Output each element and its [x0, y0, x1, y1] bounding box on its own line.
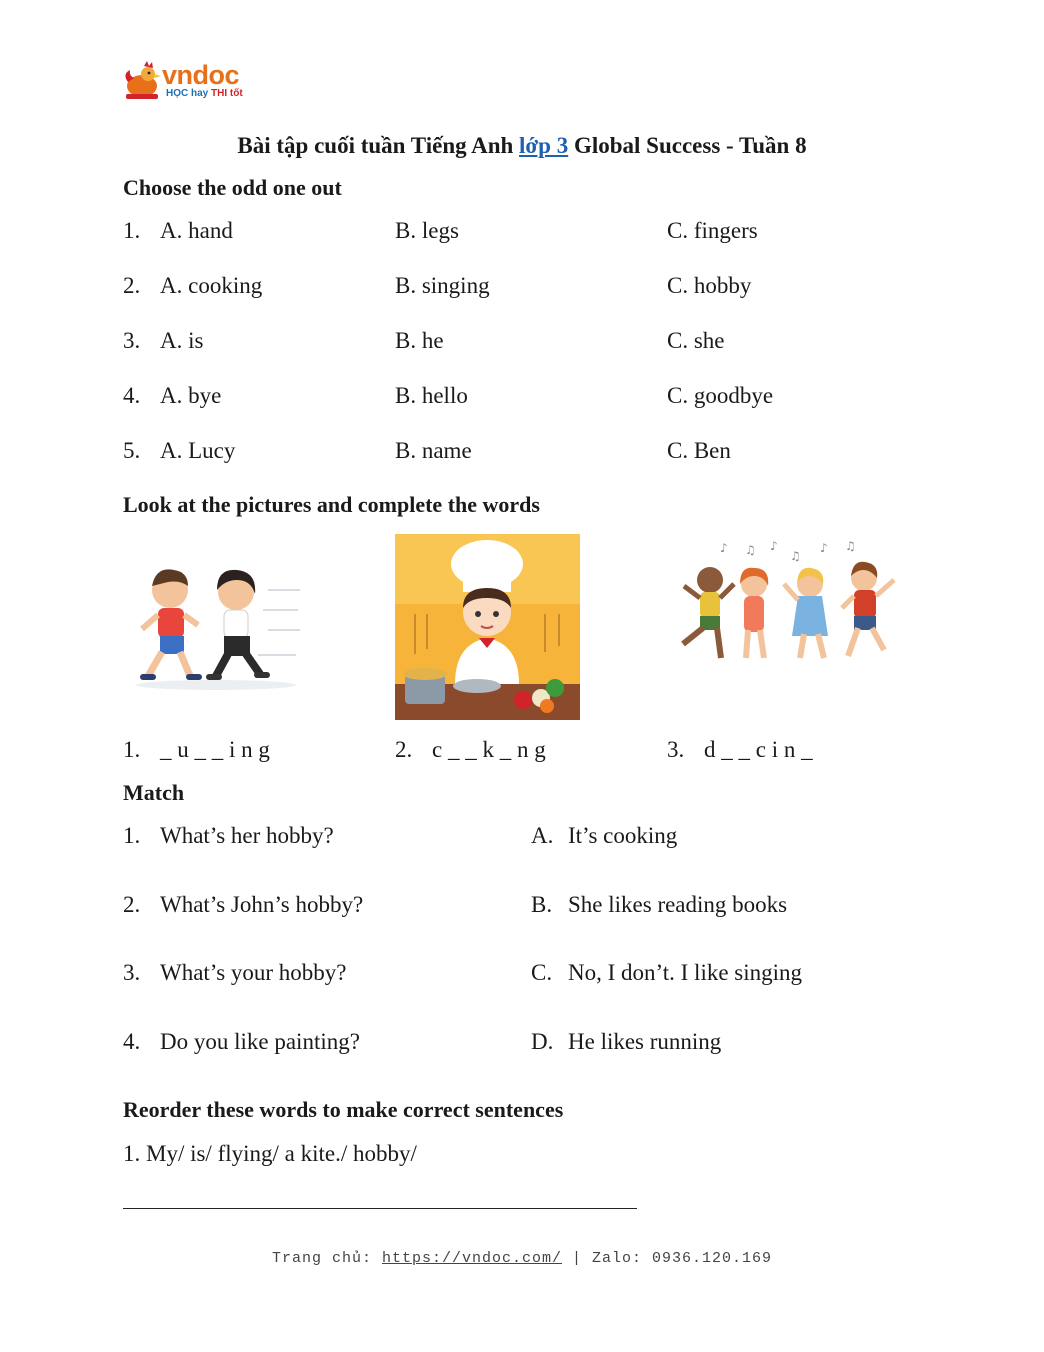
match-question: What’s her hobby? — [160, 823, 334, 848]
section-heading-reorder: Reorder these words to make correct sentences — [123, 1097, 564, 1122]
match-answer: No, I don’t. I like singing — [568, 960, 803, 985]
option-c: C. fingers — [667, 218, 758, 243]
chef-cooking-picture — [395, 534, 580, 720]
option-c: C. goodbye — [667, 383, 774, 408]
option-a: A. bye — [160, 383, 222, 408]
question-number: 2. — [123, 273, 141, 298]
section-heading-match: Match — [123, 780, 185, 805]
answer-letter: C. — [531, 960, 553, 985]
match-question: Do you like painting? — [160, 1029, 360, 1054]
match-answer: It’s cooking — [568, 823, 678, 848]
logo-wordmark: vndoc — [162, 60, 240, 90]
answer-letter: D. — [531, 1029, 554, 1054]
logo-tagline: HỌC hay THI tốt — [166, 88, 243, 99]
option-a: A. cooking — [160, 273, 263, 298]
match-question: What’s your hobby? — [160, 960, 347, 985]
grade-link[interactable]: lớp 3 — [519, 133, 569, 158]
svg-text:♫: ♫ — [845, 540, 856, 553]
svg-text:♫: ♫ — [745, 543, 756, 557]
question-number: 3. — [123, 960, 141, 985]
vndoc-logo[interactable] — [122, 60, 262, 104]
option-b: B. singing — [395, 273, 490, 298]
question-number: 1. — [123, 823, 141, 848]
answer-letter: A. — [531, 823, 554, 848]
option-b: B. name — [395, 438, 472, 463]
answer-letter: B. — [531, 892, 553, 917]
option-a: A. is — [160, 328, 204, 353]
missing-letters-word: _ u _ _ i n g — [160, 737, 270, 762]
option-a: A. Lucy — [160, 438, 236, 463]
svg-text:♪: ♪ — [720, 541, 728, 555]
missing-letters-word: d _ _ c i n _ — [704, 737, 813, 762]
question-number: 1. — [123, 218, 141, 243]
word-number: 3. — [667, 737, 685, 762]
section-heading-pictures: Look at the pictures and complete the words — [123, 492, 540, 517]
dancing-kids-picture — [670, 540, 902, 668]
match-question: What’s John’s hobby? — [160, 892, 364, 917]
question-number: 3. — [123, 328, 141, 353]
question-number: 5. — [123, 438, 141, 463]
option-c: C. hobby — [667, 273, 752, 298]
option-b: B. he — [395, 328, 444, 353]
svg-text:♪: ♪ — [770, 540, 778, 553]
word-number: 2. — [395, 737, 413, 762]
match-answer: He likes running — [568, 1029, 722, 1054]
page-footer: Trang chủ: https://vndoc.com/ | Zalo: 0936.120.169 — [271, 1250, 773, 1267]
match-answer: She likes reading books — [568, 892, 788, 917]
svg-text:♪: ♪ — [820, 541, 828, 555]
word-number: 1. — [123, 737, 141, 762]
page-title: Bài tập cuối tuần Tiếng Anh lớp 3 Global Success - Tuần 8 — [237, 133, 807, 158]
option-b: B. legs — [395, 218, 459, 243]
option-c: C. Ben — [667, 438, 731, 463]
section-heading-odd-one-out: Choose the odd one out — [123, 175, 342, 200]
missing-letters-word: c _ _ k _ n g — [432, 737, 546, 762]
option-b: B. hello — [395, 383, 468, 408]
option-a: A. hand — [160, 218, 233, 243]
option-c: C. she — [667, 328, 725, 353]
reorder-item: 1. My/ is/ flying/ a kite./ hobby/ — [123, 1141, 417, 1166]
running-kids-picture — [128, 560, 303, 695]
svg-text:♫: ♫ — [790, 549, 801, 563]
answer-line[interactable] — [123, 1208, 637, 1209]
question-number: 2. — [123, 892, 141, 917]
homepage-link[interactable]: https://vndoc.com/ — [381, 1250, 563, 1267]
question-number: 4. — [123, 1029, 141, 1054]
rooster-mascot-icon — [122, 60, 166, 104]
question-number: 4. — [123, 383, 141, 408]
